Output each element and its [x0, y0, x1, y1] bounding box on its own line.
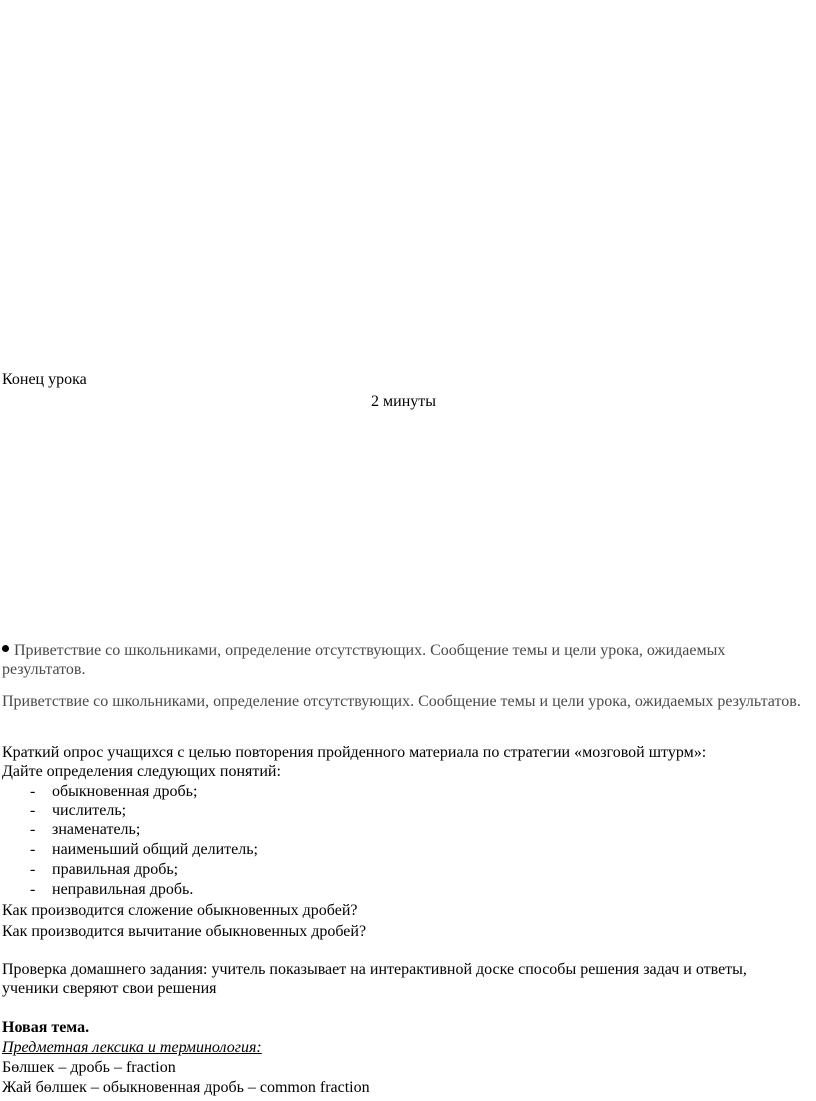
vocab-heading: Предметная лексика и терминология:	[2, 1039, 262, 1056]
homework-paragraph: Проверка домашнего задания: учитель показывает на интерактивной доске способы решения задач и ответы, ученики сверяют свои решения	[2, 961, 747, 997]
greeting-paragraph: Приветствие со школьниками, определение отсутствующих. Сообщение темы и цели урока, ожидаемых результатов.	[2, 693, 801, 710]
survey-intro: Краткий опрос учащихся с целью повторения пройденного материала по стратегии «мозговой штурм»:	[2, 744, 707, 761]
survey-prompt: Дайте определения следующих понятий:	[2, 763, 281, 780]
question-subtraction: Как производится вычитание обыкновенных дробей?	[2, 923, 367, 940]
term-common-fraction: Жай бөлшек – обыкновенная дробь – common fraction	[2, 1079, 370, 1096]
new-topic-title: Новая тема.	[2, 1019, 90, 1036]
end-of-lesson-label: Конец урока	[2, 371, 87, 388]
question-addition: Как производится сложение обыкновенных дробей?	[2, 902, 358, 919]
bullet-icon	[2, 645, 9, 652]
greeting-bullet-text: Приветствие со школьниками, определение отсутствующих. Сообщение темы и цели урока, ожидаемых результатов.	[2, 642, 726, 678]
term-fraction: Бөлшек – дробь – fraction	[2, 1059, 176, 1076]
end-of-lesson-duration: 2 минуты	[371, 393, 436, 410]
greeting-bullet-paragraph	[2, 641, 808, 679]
